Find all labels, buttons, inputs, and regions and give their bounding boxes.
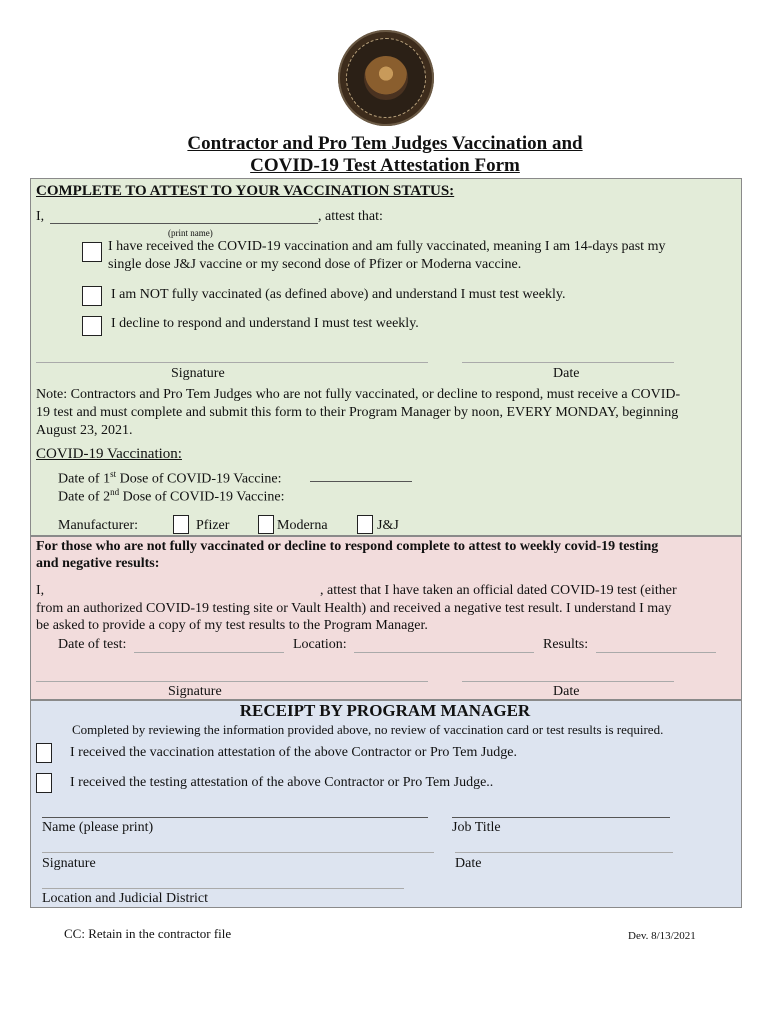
- vaccination-signature-label: Signature: [171, 366, 225, 381]
- receipt-subheading: Completed by reviewing the information provided above, no review of vaccination card or test results is required.: [72, 722, 664, 737]
- vaccination-received-text: I received the vaccination attestation of the above Contractor or Pro Tem Judge.: [70, 745, 517, 760]
- testing-signature-line[interactable]: [36, 681, 428, 682]
- manager-signature-line[interactable]: [42, 852, 434, 853]
- note-line1: Note: Contractors and Pro Tem Judges who are not fully vaccinated, or decline to respond, must receive a COVID-: [36, 387, 681, 402]
- pfizer-label: Pfizer: [196, 518, 230, 533]
- name-label: Name (please print): [42, 820, 154, 835]
- receipt-heading: RECEIPT BY PROGRAM MANAGER: [239, 701, 531, 720]
- note-line3: August 23, 2021.: [36, 423, 133, 438]
- moderna-checkbox[interactable]: [258, 515, 274, 534]
- form-title-line1: Contractor and Pro Tem Judges Vaccination and: [187, 133, 583, 154]
- job-title-label: Job Title: [452, 820, 501, 835]
- decline-checkbox[interactable]: [82, 316, 102, 336]
- results-field[interactable]: [596, 652, 716, 653]
- seal-figure: [364, 56, 408, 100]
- jj-checkbox[interactable]: [357, 515, 373, 534]
- covid-vaccination-heading: COVID-19 Vaccination:: [36, 446, 182, 462]
- form-title-line2: COVID-19 Test Attestation Form: [250, 155, 520, 176]
- vaccination-date-label: Date: [553, 366, 580, 381]
- cc-note: CC: Retain in the contractor file: [64, 926, 232, 941]
- court-seal-logo: [338, 30, 434, 126]
- date-of-test-label: Date of test:: [58, 637, 127, 652]
- testing-prefix: I,: [36, 583, 45, 598]
- manufacturer-label: Manufacturer:: [58, 518, 139, 533]
- pfizer-checkbox[interactable]: [173, 515, 189, 534]
- vaccination-signature-line[interactable]: [36, 362, 428, 363]
- note-line2: 19 test and must complete and submit this form to their Program Manager by noon, EVERY MONDAY, beginning: [36, 405, 679, 420]
- dose2-label: Date of 2nd Dose of COVID-19 Vaccine:: [58, 487, 285, 505]
- job-title-line[interactable]: [452, 817, 670, 818]
- vaccination-received-checkbox[interactable]: [36, 743, 52, 763]
- testing-received-checkbox[interactable]: [36, 773, 52, 793]
- option-not-vaccinated: I am NOT fully vaccinated (as defined above) and understand I must test weekly.: [111, 287, 566, 302]
- jj-label: J&J: [377, 518, 399, 533]
- option-fully-vaccinated-line1: I have received the COVID-19 vaccination and am fully vaccinated, meaning I am 14-days past my: [108, 239, 666, 254]
- location-district-line[interactable]: [42, 888, 404, 889]
- testing-heading-line1: For those who are not fully vaccinated or decline to respond complete to attest to weekly covid-19 testing: [36, 539, 659, 554]
- testing-date-line[interactable]: [462, 681, 674, 682]
- testing-received-text: I received the testing attestation of the above Contractor or Pro Tem Judge..: [70, 775, 494, 790]
- dose1-label: Date of 1st Dose of COVID-19 Vaccine:: [58, 469, 282, 487]
- test-location-label: Location:: [293, 637, 347, 652]
- testing-date-label: Date: [553, 684, 580, 699]
- revision-date: Dev. 8/13/2021: [628, 930, 696, 942]
- intro-prefix: I,: [36, 209, 45, 224]
- vaccination-heading: COMPLETE TO ATTEST TO YOUR VACCINATION STATUS:: [36, 183, 455, 199]
- location-district-label: Location and Judicial District: [42, 891, 209, 906]
- dose1-date-field[interactable]: [310, 481, 412, 482]
- moderna-label: Moderna: [277, 518, 328, 533]
- vaccination-date-line[interactable]: [462, 362, 674, 363]
- date-of-test-field[interactable]: [134, 652, 284, 653]
- manager-date-label: Date: [455, 856, 482, 871]
- print-name-hint: (print name): [168, 228, 213, 238]
- intro-suffix: , attest that:: [318, 209, 383, 224]
- testing-body-line2: from an authorized COVID-19 testing site or Vault Health) and received a negative test result. I understand I may: [36, 601, 672, 616]
- option-decline: I decline to respond and understand I must test weekly.: [111, 316, 419, 331]
- testing-signature-label: Signature: [168, 684, 222, 699]
- fully-vaccinated-checkbox[interactable]: [82, 242, 102, 262]
- not-vaccinated-checkbox[interactable]: [82, 286, 102, 306]
- manager-date-line[interactable]: [455, 852, 673, 853]
- manager-name-line[interactable]: [42, 817, 428, 818]
- results-label: Results:: [543, 637, 589, 652]
- test-location-field[interactable]: [354, 652, 534, 653]
- testing-body-line1: , attest that I have taken an official dated COVID-19 test (either: [320, 583, 677, 598]
- option-fully-vaccinated-line2: single dose J&J vaccine or my second dose of Pfizer or Moderna vaccine.: [108, 257, 522, 272]
- manager-signature-label: Signature: [42, 856, 96, 871]
- testing-heading-line2: and negative results:: [36, 556, 160, 571]
- testing-body-line3: be asked to provide a copy of my test results to the Program Manager.: [36, 618, 428, 633]
